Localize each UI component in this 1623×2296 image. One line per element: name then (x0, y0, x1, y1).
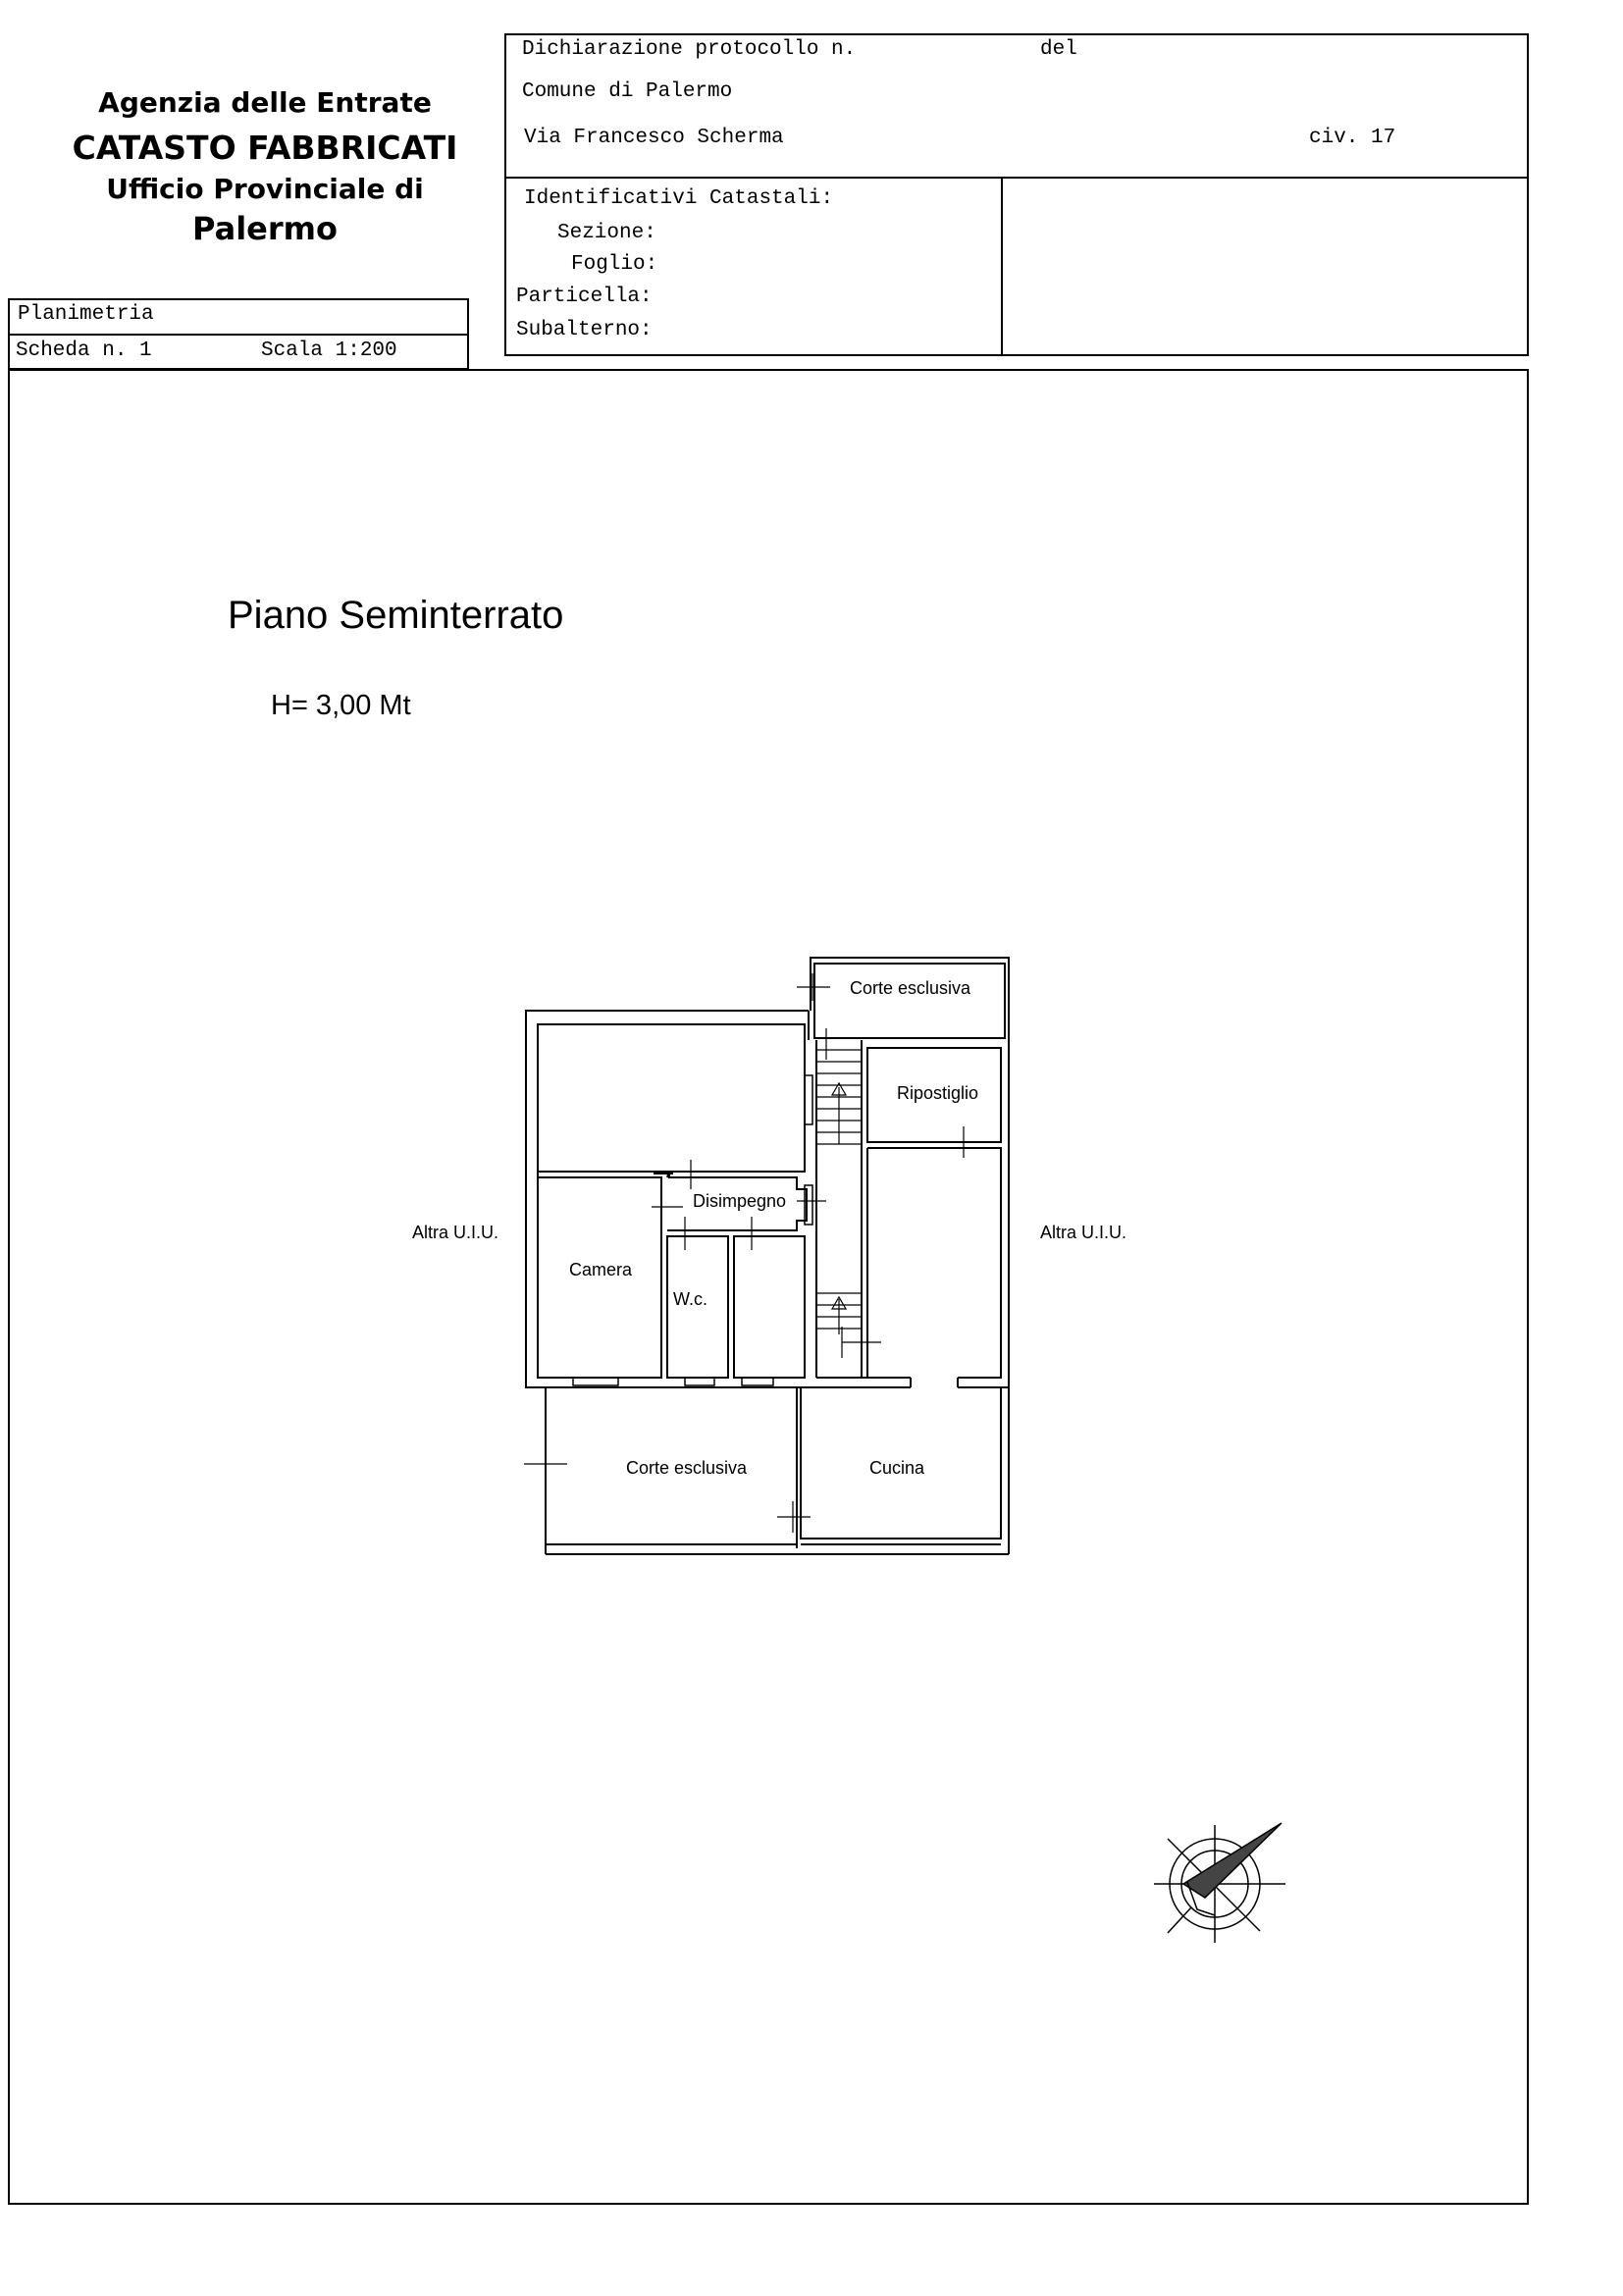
office-label: Ufficio Provinciale di (106, 173, 424, 205)
date-label: del (1040, 38, 1077, 61)
walls (526, 958, 1009, 1554)
particella-label: Particella: (516, 286, 653, 308)
stairs (816, 1050, 862, 1334)
neighbor-left-label: Altra U.I.U. (412, 1223, 499, 1242)
room-label-wc: W.c. (673, 1289, 707, 1309)
scala-label: Scala 1:200 (261, 339, 397, 362)
civic-number: civ. 17 (1309, 127, 1396, 149)
upper-room (538, 1024, 805, 1172)
agency-name: Agenzia delle Entrate (98, 86, 432, 119)
foglio-label: Foglio: (571, 253, 658, 276)
catasto-title: CATASTO FABBRICATI (72, 129, 458, 167)
sezione-label: Sezione: (557, 222, 656, 244)
planimetria-label: Planimetria (18, 303, 154, 326)
scheda-label: Scheda n. 1 (16, 339, 152, 362)
side-room (734, 1236, 805, 1378)
room-labels (412, 978, 1126, 1478)
height-label: H= 3,00 Mt (271, 690, 411, 721)
door-marks (524, 973, 991, 1533)
office-city: Palermo (192, 210, 338, 247)
room-label-corte-top: Corte esclusiva (850, 978, 971, 998)
floor-title: Piano Seminterrato (228, 594, 564, 637)
subalterno-label: Subalterno: (516, 319, 653, 341)
north-arrow-icon (1154, 1823, 1285, 1943)
room-label-corte-bottom: Corte esclusiva (626, 1458, 748, 1478)
neighbor-right-label: Altra U.I.U. (1040, 1223, 1127, 1242)
room-label-disimpegno: Disimpegno (693, 1191, 787, 1211)
room-label-ripostiglio: Ripostiglio (897, 1083, 979, 1103)
identifiers-title: Identificativi Catastali: (524, 187, 834, 210)
room-label-camera: Camera (569, 1260, 633, 1279)
room-label-cucina: Cucina (869, 1458, 925, 1478)
corte-top-outline (814, 964, 1005, 1038)
address-label: Via Francesco Scherma (524, 127, 784, 149)
comune-label: Comune di Palermo (522, 80, 733, 103)
protocol-label: Dichiarazione protocollo n. (522, 38, 857, 61)
